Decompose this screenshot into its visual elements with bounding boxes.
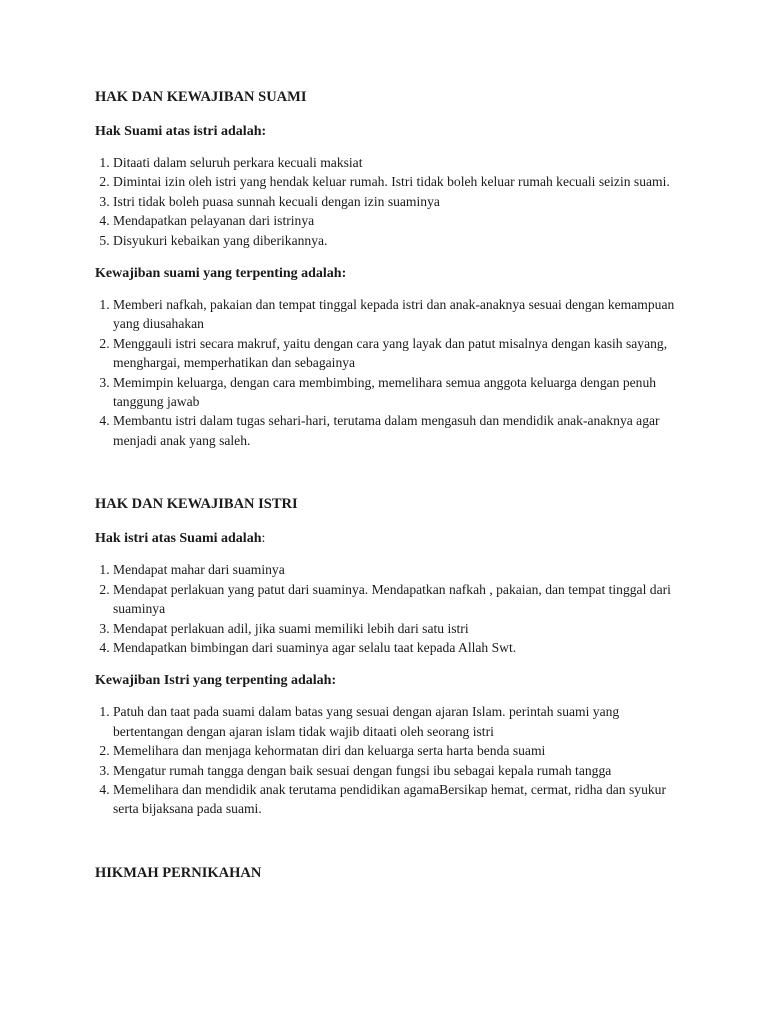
list-item: 3. Mengatur rumah tangga dengan baik sesuai dengan fungsi ibu sebagai kepala rumah tangga (113, 761, 675, 780)
section-title-istri: HAK DAN KEWAJIBAN ISTRI (95, 496, 298, 513)
list-item: 1. Ditaati dalam seluruh perkara kecuali maksiat (113, 153, 675, 172)
section-title-suami: HAK DAN KEWAJIBAN SUAMI (95, 89, 307, 105)
kewajiban-istri-heading: Kewajiban Istri yang terpenting adalah: (95, 673, 337, 689)
list-item: 3. Istri tidak boleh puasa sunnah kecuali dengan izin suaminya (113, 192, 675, 211)
hak-istri-heading-text: Hak istri atas Suami adalah (95, 531, 262, 547)
list-item: 2. Memelihara dan menjaga kehormatan diri dan keluarga serta harta benda suami (113, 741, 675, 760)
list-item: 1. Memberi nafkah, pakaian dan tempat tinggal kepada istri dan anak-anaknya sesuai dengan kemampuan yang diusahakan (113, 295, 675, 334)
list-item: 4. Mendapatkan bimbingan dari suaminya agar selalu taat kepada Allah Swt. (113, 638, 675, 657)
list-item: 1. Mendapat mahar dari suaminya (113, 560, 675, 579)
hak-istri-heading (95, 529, 675, 548)
list-item: 4. Mendapatkan pelayanan dari istrinya (113, 211, 675, 230)
list-item: 4. Membantu istri dalam tugas sehari-hari, terutama dalam mengasuh dan mendidik anak-anaknya agar menjadi anak yang saleh. (113, 411, 675, 450)
list-item: 2. Dimintai izin oleh istri yang hendak keluar rumah. Istri tidak boleh keluar rumah kecuali seizin suami. (113, 172, 675, 191)
kewajiban-istri-list (95, 702, 675, 818)
kewajiban-suami-heading: Kewajiban suami yang terpenting adalah: (95, 266, 347, 282)
list-item: 3. Memimpin keluarga, dengan cara membimbing, memelihara semua anggota keluarga dengan penuh tanggung jawab (113, 373, 675, 412)
hak-istri-heading-colon: : (261, 531, 266, 547)
hak-istri-list (95, 560, 675, 657)
list-item: 4. Memelihara dan mendidik anak terutama pendidikan agamaBersikap hemat, cermat, ridha dan syukur serta bijaksana pada suami. (113, 780, 675, 819)
hak-suami-heading: Hak Suami atas istri adalah: (95, 124, 267, 139)
hak-suami-list (95, 153, 675, 250)
document-content (95, 88, 675, 883)
section-title-hikmah: HIKMAH PERNIKAHAN (95, 864, 262, 881)
list-item: 2. Menggauli istri secara makruf, yaitu dengan cara yang layak dan patut misalnya dengan kasih sayang, menghargai, memperhatikan dan sebagainya (113, 334, 675, 373)
kewajiban-suami-list (95, 295, 675, 450)
list-item: 5. Disyukuri kebaikan yang diberikannya. (113, 231, 675, 250)
list-item: 3. Mendapat perlakuan adil, jika suami memiliki lebih dari satu istri (113, 619, 675, 638)
list-item: 2. Mendapat perlakuan yang patut dari suaminya. Mendapatkan nafkah , pakaian, dan tempat tinggal dari suaminya (113, 580, 675, 619)
list-item: 1. Patuh dan taat pada suami dalam batas yang sesuai dengan ajaran Islam. perintah suami yang bertentangan dengan ajaran islam tidak wajib ditaati oleh seorang istri (113, 702, 675, 741)
